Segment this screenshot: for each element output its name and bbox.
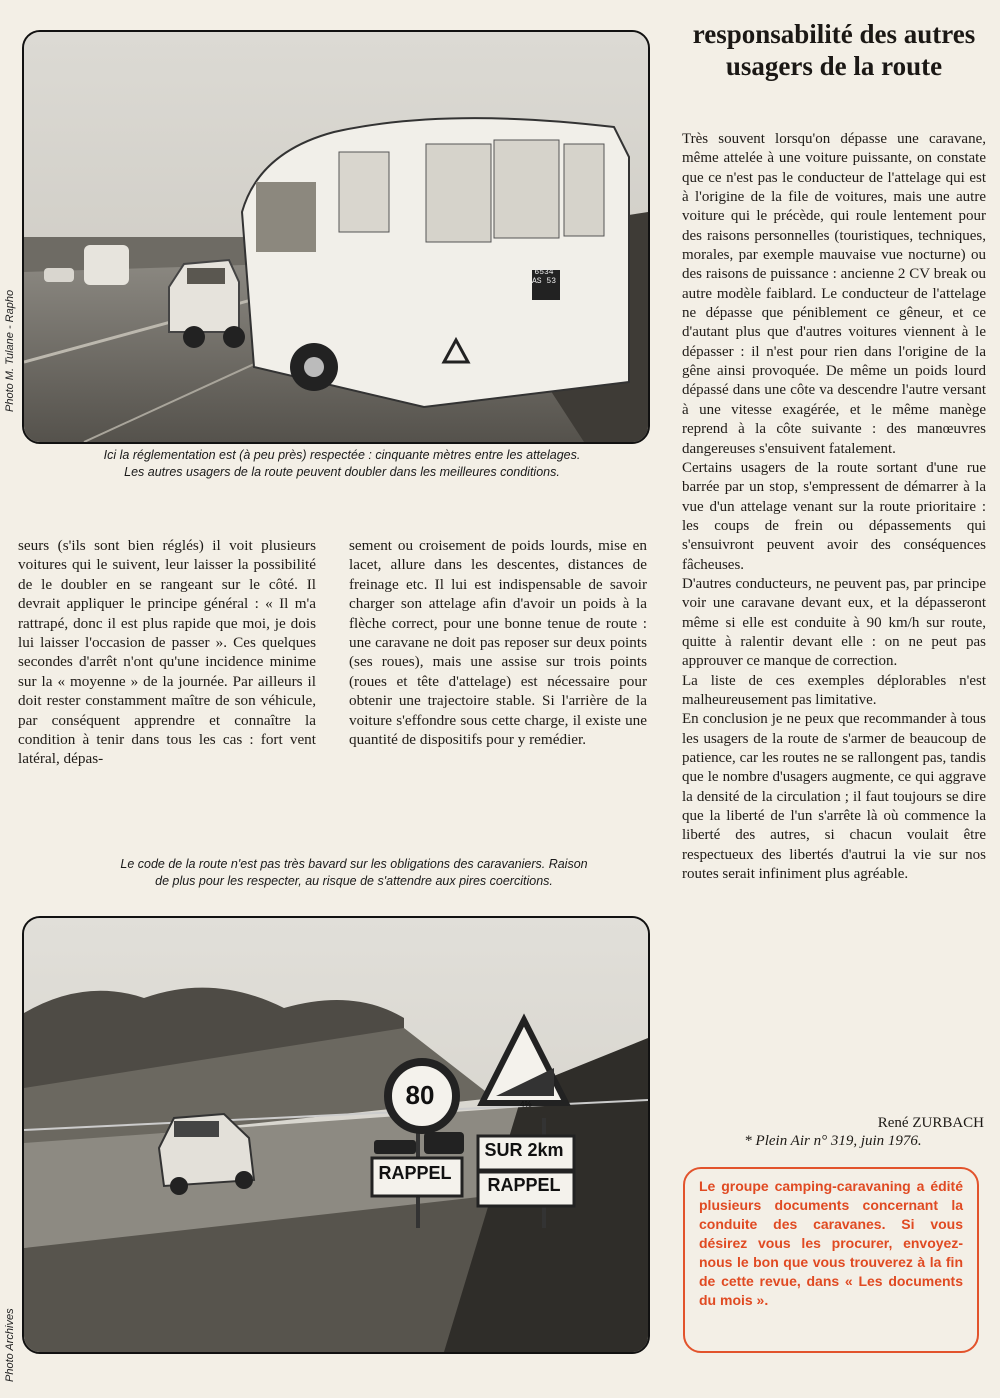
col3-paragraph-4: La liste de ces exemples déplorables n'est malheureusement pas limitative. xyxy=(682,672,986,708)
notice-text: Le groupe camping-caravaning a édité plusieurs documents concernant la conduite des caravanes. Si vous désirez vous les procurer, envoyez-nous le bon que vous trouverez à la fin de cette revue, dans « Les documents du mois ». xyxy=(699,1178,963,1308)
speed-limit-text: 80 xyxy=(405,1080,435,1110)
top-photo-caption: Ici la réglementation est (à peu près) respectée : cinquante mètres entre les attelages. Les autres usagers de la route peuvent doubler dans les meilleures conditions. xyxy=(103,448,581,479)
bottom-photo xyxy=(22,916,650,1354)
col3-paragraph-5: En conclusion je ne peux que recommander à tous les usagers de la route de s'armer de beaucoup de patience, car les routes ne se rallongent pas, tandis que le nombre d'usagers augmente, ce qui aggrave la densité de la circulation ; il faut toujours se dire que la liberté de l'un s'arrête là où commence la liberté des autres, si chacun voulait être respectueux des libertés d'autrui la vie sur nos routes serait infiniment plus agréable. xyxy=(682,711,986,883)
license-plate: 6534 AS 53 xyxy=(531,268,556,286)
col3-paragraph-3: D'autres conducteurs, ne peuvent pas, par principe voir une caravane devant eux, et la dépasseront même si elle est conduite à 90 km/h sur route, quitte à ralentir devant elle : on ne peut pas approuver ce manque de correction. xyxy=(682,575,986,670)
top-photo xyxy=(22,30,650,444)
body-column-1 xyxy=(18,536,316,769)
body-column-3 xyxy=(682,130,986,884)
col3-paragraph-1: Très souvent lorsqu'on dépasse une caravane, même attelée à une voiture puissante, on constate que ce n'est pas le conducteur de l'attelage qui est à l'origine de la file de voitures, mais une autre voiture qui le précède, qui roule lentement pour des raisons personnelles (touristiques, techniques, morales, par exemple mauvaise vue nocturne) ou des raisons de puissance : ancienne 2 CV break ou autre modèle faiblard. Le conducteur de l'attelage ne dépasse que péniblement ce gêneur, et ce d'autant plus que d'autres voitures viennent à le dépasser : il n'est pour rien dans l'origine de la gêne ainsi provoquée. De même un poids lourd dépassé dans une côte va descendre l'autre versant à une vitesse exagérée, et le même manège reprend à la côte suivante : des manœuvres dangereuses s'ensuivent fatalement. xyxy=(682,131,986,457)
caravan-photo-illustration xyxy=(24,32,648,442)
bottom-photo-caption: Le code de la route n'est pas très bavard sur les obligations des caravaniers. Raison de plus pour les respecter, au risque de s'attendre aux pires coercitions. xyxy=(120,857,588,888)
author-name: René ZURBACH xyxy=(877,1115,984,1131)
body-column-1-text: seurs (s'ils sont bien réglés) il voit plusieurs voitures qui le suivent, leur laisser la possibilité de le doubler en se rangeant sur le côté. Il devrait appliquer le principe général : « Il m'a rattrapé, donc il est plus rapide que moi, je dois lui laisser l'occasion de passer ». Ces quelques secondes d'arrêt n'ont qu'une incidence minime sur la « moyenne » de la journée. Par ailleurs il doit rester constamment maître de son véhicule, par conséquent apprendre et connaître la condition à tenir dans tous les cas : fort vent latéral, dépas- xyxy=(18,537,316,768)
orange-notice-box xyxy=(683,1167,979,1353)
road-signs-photo-illustration xyxy=(24,918,648,1352)
top-photo-credit: Photo M. Tulane - Rapho xyxy=(4,289,16,412)
slope-text: 4% xyxy=(520,1100,532,1109)
body-column-2 xyxy=(349,536,647,749)
article-title: responsabilité des autres usagers de la route xyxy=(692,19,976,81)
col3-paragraph-2: Certains usagers de la route sortant d'une rue barrée par un stop, s'empressent de démarrer à la vue d'un attelage venant sur la route prioritaire : les coups de frein ou dépassements qui s'ensuivront peuvent avoir des conséquences fâcheuses. xyxy=(682,459,986,573)
source-reference: * Plein Air n° 319, juin 1976. xyxy=(744,1133,922,1149)
rappel-left-text: RAPPEL xyxy=(378,1163,452,1183)
rappel-right-text: RAPPEL xyxy=(487,1175,561,1195)
body-column-2-text: sement ou croisement de poids lourds, mise en lacet, allure dans les descentes, distances de freinage etc. Il lui est indispensable de savoir charger son attelage afin d'avoir un poids à la flèche correct, pour une bonne tenue de route : une caravane ne doit pas reposer sur deux points (ses roues), mais une assise sur trois points (roues et tête d'attelage) est nécessaire pour obtenir une trajectoire stable. Si l'arrière de la voiture s'effondre sous cette charge, il existe une quantité de dispositifs pour y remédier. xyxy=(349,537,647,749)
distance-text: SUR 2km xyxy=(484,1140,564,1160)
bottom-photo-credit: Photo Archives xyxy=(4,1308,16,1382)
